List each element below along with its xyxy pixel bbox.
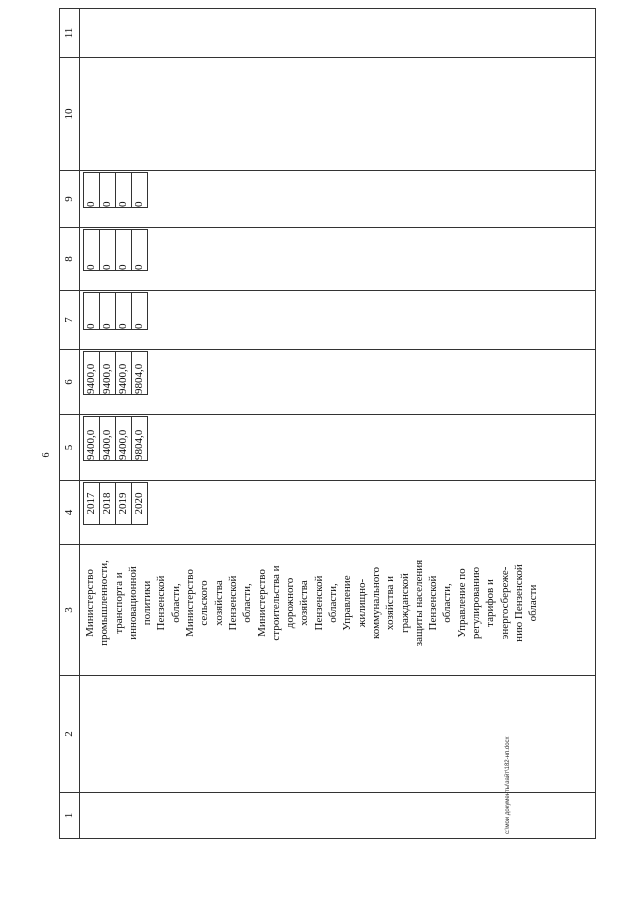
- executor-line: хозяйства и: [384, 575, 397, 631]
- subtable-row: [116, 173, 132, 208]
- value-cell: 0: [132, 230, 148, 271]
- subtable-row: [100, 173, 116, 208]
- value-cell: 9400,0: [100, 352, 116, 395]
- value-cell: 0: [132, 173, 148, 208]
- col5-subtable: [83, 416, 148, 461]
- executor-line: защиты населения: [412, 559, 425, 647]
- value-cell: 9804,0: [132, 352, 148, 395]
- executor-line: сельского: [198, 580, 211, 626]
- col-header-5: 5: [60, 415, 80, 481]
- executor-line: коммунального: [369, 567, 382, 639]
- executor-list: [80, 545, 541, 675]
- value-cell: 0: [84, 293, 100, 330]
- subtable-row: [116, 293, 132, 330]
- value-cell: 0: [116, 173, 132, 208]
- year-cell: 2020: [132, 483, 148, 525]
- rotated-table-container: [59, 9, 600, 839]
- col-header-7: 7: [60, 291, 80, 350]
- subtable-row: [132, 483, 148, 525]
- cell-col-1: [80, 793, 596, 839]
- subtable-row: [132, 173, 148, 208]
- subtable-row: [100, 230, 116, 271]
- subtable-row: [84, 293, 100, 330]
- col-header-11: 11: [60, 9, 80, 58]
- cell-col-5: [80, 415, 596, 481]
- col-header-8: 8: [60, 228, 80, 291]
- col-header-10: 10: [60, 58, 80, 171]
- executor-line: Управление по: [455, 568, 468, 638]
- value-cell: 9400,0: [116, 352, 132, 395]
- executor-line: политики: [141, 580, 154, 626]
- cell-col-10: [80, 58, 596, 171]
- cell-col-2: [80, 676, 596, 793]
- cell-col-7: [80, 291, 596, 350]
- cell-col-9: [80, 171, 596, 228]
- year-cell: 2019: [116, 483, 132, 525]
- year-cell: 2017: [84, 483, 100, 525]
- executor-line: энергосбереже-: [498, 566, 511, 640]
- executor-line: Министерство: [184, 569, 197, 637]
- executor-line: Пензенской: [155, 575, 168, 631]
- cell-col-4-years: [80, 481, 596, 545]
- col6-subtable: [83, 351, 148, 395]
- executor-line: Управление: [341, 575, 354, 631]
- col-header-1: 1: [60, 793, 80, 839]
- subtable-row: [100, 417, 116, 461]
- value-cell: 0: [116, 293, 132, 330]
- executor-line: Министерство: [255, 569, 268, 637]
- col-header-3: 3: [60, 545, 80, 676]
- executor-line: области: [527, 584, 540, 622]
- executor-line: строительства и: [269, 565, 282, 641]
- subtable-row: [84, 417, 100, 461]
- subtable-row: [84, 173, 100, 208]
- value-cell: 0: [100, 293, 116, 330]
- executor-line: Министерство: [84, 569, 96, 637]
- value-cell: 0: [132, 293, 148, 330]
- subtable-row: [116, 352, 132, 395]
- executor-line: гражданской: [398, 573, 411, 633]
- cell-col-8: [80, 228, 596, 291]
- executor-line: дорожного: [284, 577, 297, 629]
- executor-line: хозяйства: [298, 580, 311, 626]
- year-cell: 2018: [100, 483, 116, 525]
- executor-line: тарифов и: [484, 579, 497, 627]
- subtable-row: [84, 352, 100, 395]
- cell-col-3-executors: [80, 545, 596, 676]
- cell-col-6: [80, 350, 596, 415]
- subtable-row: [132, 293, 148, 330]
- executor-line: Пензенской: [226, 575, 239, 631]
- value-cell: 0: [116, 230, 132, 271]
- col-header-4: 4: [60, 481, 80, 545]
- executor-line: Пензенской: [312, 575, 325, 631]
- col-header-9: 9: [60, 171, 80, 228]
- executor-line: инновационной: [126, 566, 139, 640]
- col8-subtable: [83, 229, 148, 271]
- subtable-row: [84, 483, 100, 525]
- subtable-row: [100, 352, 116, 395]
- value-cell: 9804,0: [132, 417, 148, 461]
- table-row: [80, 9, 596, 839]
- executor-line: хозяйства: [212, 580, 225, 626]
- subtable-row: [84, 230, 100, 271]
- executor-line: Пензенской: [427, 575, 440, 631]
- col7-subtable: [83, 292, 148, 330]
- col-header-6: 6: [60, 350, 80, 415]
- subtable-row: [116, 417, 132, 461]
- value-cell: 0: [100, 230, 116, 271]
- footer-file-path: c:\мои документы\зайт\182-нп.docx: [505, 736, 511, 834]
- value-cell: 0: [100, 173, 116, 208]
- column-number-row: [60, 9, 80, 839]
- program-table: [59, 8, 596, 839]
- subtable-row: [132, 230, 148, 271]
- cell-col-11: [80, 9, 596, 58]
- executor-line: области,: [441, 583, 454, 623]
- col-header-2: 2: [60, 676, 80, 793]
- executor-line: промышленности,: [98, 560, 111, 646]
- value-cell: 9400,0: [116, 417, 132, 461]
- executor-line: транспорта и: [112, 572, 125, 634]
- years-subtable: [83, 482, 148, 525]
- value-cell: 9400,0: [100, 417, 116, 461]
- executor-line: жилищно-: [355, 578, 368, 628]
- executor-line: области,: [327, 583, 340, 623]
- executor-line: регулированию: [470, 566, 483, 640]
- col9-subtable: [83, 172, 148, 208]
- subtable-row: [116, 230, 132, 271]
- executor-line: области,: [169, 583, 182, 623]
- subtable-row: [116, 483, 132, 525]
- value-cell: 0: [84, 230, 100, 271]
- subtable-row: [132, 352, 148, 395]
- subtable-row: [100, 293, 116, 330]
- executor-line: нию Пензенской: [512, 564, 525, 642]
- value-cell: 9400,0: [84, 352, 100, 395]
- page-number: 6: [41, 452, 52, 458]
- subtable-row: [100, 483, 116, 525]
- subtable-row: [132, 417, 148, 461]
- value-cell: 0: [84, 173, 100, 208]
- value-cell: 9400,0: [84, 417, 100, 461]
- executor-line: области,: [241, 583, 254, 623]
